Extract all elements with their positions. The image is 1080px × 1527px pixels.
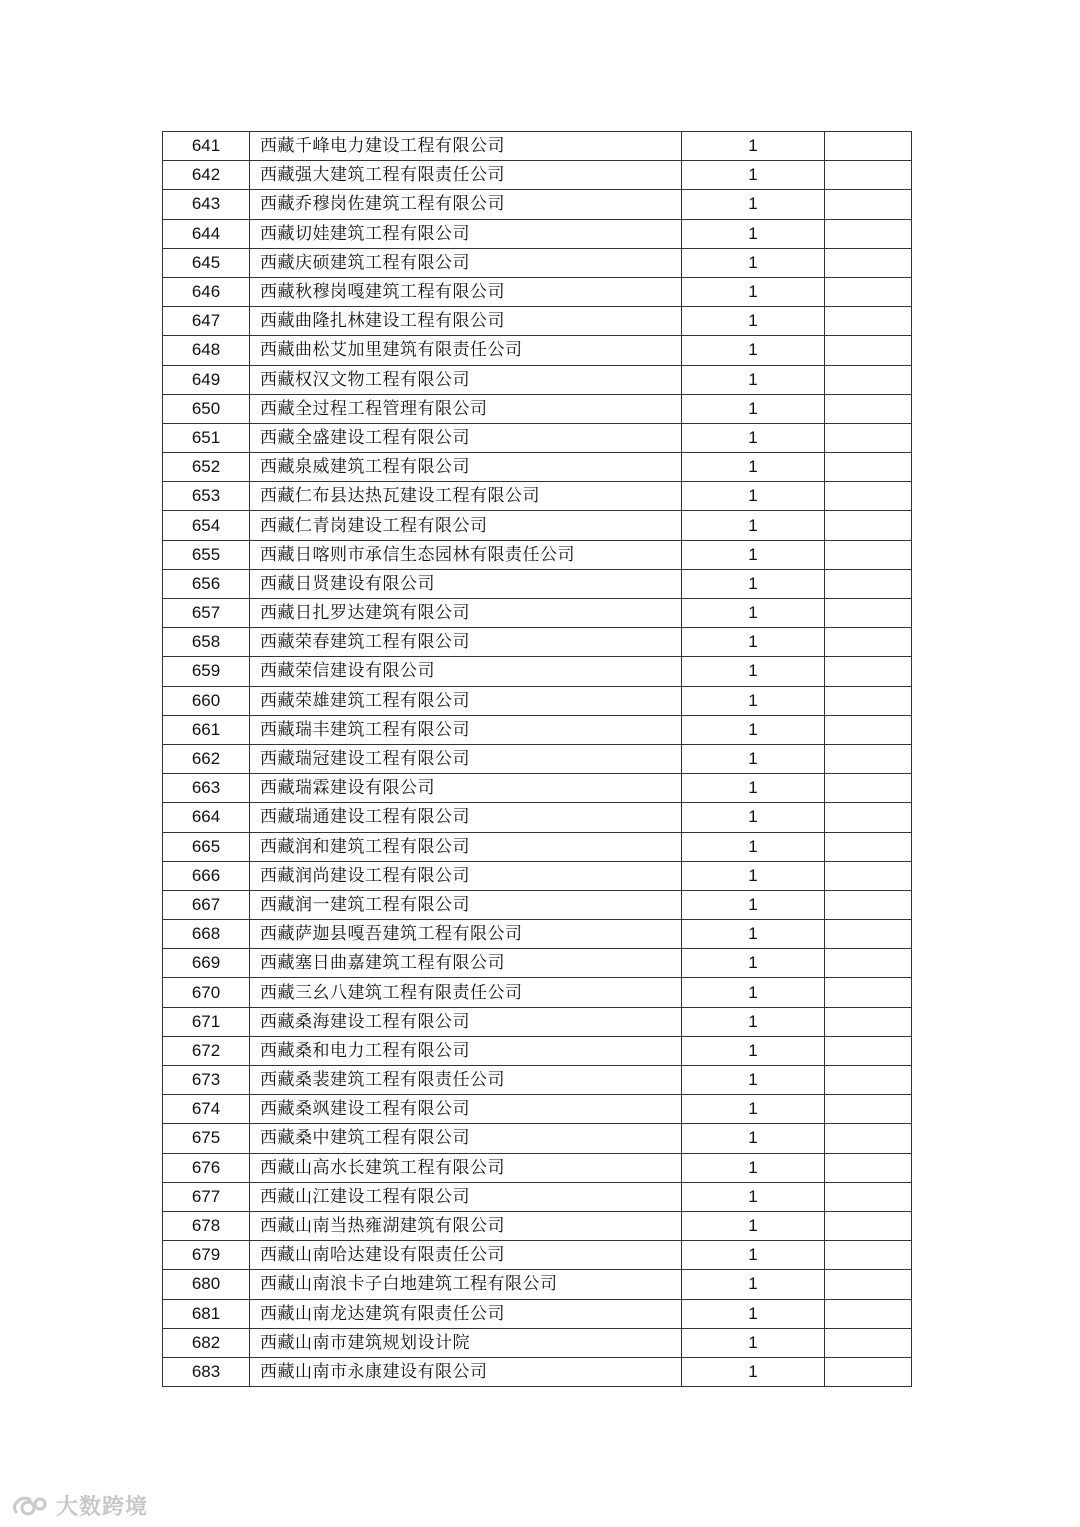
- row-number-cell: 646: [163, 277, 250, 306]
- note-cell: [825, 1328, 912, 1357]
- count-cell: 1: [682, 599, 825, 628]
- count-cell: 1: [682, 569, 825, 598]
- row-number-cell: 643: [163, 190, 250, 219]
- table-row: [163, 1241, 912, 1270]
- count-cell: 1: [682, 453, 825, 482]
- note-cell: [825, 1066, 912, 1095]
- table-row: [163, 1153, 912, 1182]
- count-cell: 1: [682, 132, 825, 161]
- count-cell: 1: [682, 1241, 825, 1270]
- company-name-cell: 西藏泉威建筑工程有限公司: [250, 453, 682, 482]
- row-number-cell: 642: [163, 161, 250, 190]
- count-cell: 1: [682, 1270, 825, 1299]
- company-name-cell: 西藏日扎罗达建筑有限公司: [250, 599, 682, 628]
- company-name-cell: 西藏桑中建筑工程有限公司: [250, 1124, 682, 1153]
- count-cell: 1: [682, 423, 825, 452]
- row-number-cell: 649: [163, 365, 250, 394]
- count-cell: 1: [682, 190, 825, 219]
- count-cell: 1: [682, 1211, 825, 1240]
- company-name-cell: 西藏三幺八建筑工程有限责任公司: [250, 978, 682, 1007]
- table-row: [163, 132, 912, 161]
- company-name-cell: 西藏荣信建设有限公司: [250, 657, 682, 686]
- row-number-cell: 678: [163, 1211, 250, 1240]
- table-row: [163, 1007, 912, 1036]
- count-cell: 1: [682, 686, 825, 715]
- row-number-cell: 654: [163, 511, 250, 540]
- company-name-cell: 西藏山南龙达建筑有限责任公司: [250, 1299, 682, 1328]
- table-row: [163, 365, 912, 394]
- row-number-cell: 641: [163, 132, 250, 161]
- note-cell: [825, 190, 912, 219]
- row-number-cell: 675: [163, 1124, 250, 1153]
- table-row: [163, 832, 912, 861]
- count-cell: 1: [682, 1124, 825, 1153]
- row-number-cell: 669: [163, 949, 250, 978]
- table-row: [163, 1066, 912, 1095]
- count-cell: 1: [682, 949, 825, 978]
- table-row: [163, 307, 912, 336]
- note-cell: [825, 744, 912, 773]
- count-cell: 1: [682, 628, 825, 657]
- note-cell: [825, 1211, 912, 1240]
- count-cell: 1: [682, 1328, 825, 1357]
- company-name-cell: 西藏瑞霖建设有限公司: [250, 774, 682, 803]
- row-number-cell: 679: [163, 1241, 250, 1270]
- count-cell: 1: [682, 744, 825, 773]
- note-cell: [825, 628, 912, 657]
- count-cell: 1: [682, 540, 825, 569]
- row-number-cell: 660: [163, 686, 250, 715]
- table-row: [163, 248, 912, 277]
- row-number-cell: 682: [163, 1328, 250, 1357]
- table-row: [163, 774, 912, 803]
- watermark-text: 大数跨境: [56, 1495, 149, 1520]
- note-cell: [825, 1270, 912, 1299]
- company-name-cell: 西藏萨迦县嘎吾建筑工程有限公司: [250, 920, 682, 949]
- row-number-cell: 658: [163, 628, 250, 657]
- count-cell: 1: [682, 1357, 825, 1386]
- table-row: [163, 277, 912, 306]
- row-number-cell: 674: [163, 1095, 250, 1124]
- note-cell: [825, 511, 912, 540]
- company-name-cell: 西藏山江建设工程有限公司: [250, 1182, 682, 1211]
- note-cell: [825, 978, 912, 1007]
- row-number-cell: 664: [163, 803, 250, 832]
- note-cell: [825, 132, 912, 161]
- table-row: [163, 161, 912, 190]
- row-number-cell: 672: [163, 1036, 250, 1065]
- company-name-cell: 西藏仁布县达热瓦建设工程有限公司: [250, 482, 682, 511]
- table-body: [163, 132, 912, 1387]
- table-row: [163, 599, 912, 628]
- count-cell: 1: [682, 1007, 825, 1036]
- company-name-cell: 西藏全过程工程管理有限公司: [250, 394, 682, 423]
- table-row: [163, 1095, 912, 1124]
- note-cell: [825, 599, 912, 628]
- company-name-cell: 西藏庆硕建筑工程有限公司: [250, 248, 682, 277]
- table-row: [163, 482, 912, 511]
- note-cell: [825, 1182, 912, 1211]
- note-cell: [825, 1095, 912, 1124]
- table-row: [163, 1270, 912, 1299]
- row-number-cell: 666: [163, 861, 250, 890]
- table-row: [163, 540, 912, 569]
- company-name-cell: 西藏秋穆岗嘎建筑工程有限公司: [250, 277, 682, 306]
- company-name-cell: 西藏塞日曲嘉建筑工程有限公司: [250, 949, 682, 978]
- company-name-cell: 西藏曲松艾加里建筑有限责任公司: [250, 336, 682, 365]
- company-name-cell: 西藏山南浪卡子白地建筑工程有限公司: [250, 1270, 682, 1299]
- company-name-cell: 西藏强大建筑工程有限责任公司: [250, 161, 682, 190]
- company-name-cell: 西藏山南市永康建设有限公司: [250, 1357, 682, 1386]
- table-row: [163, 1211, 912, 1240]
- row-number-cell: 673: [163, 1066, 250, 1095]
- table-row: [163, 1357, 912, 1386]
- table-row: [163, 1036, 912, 1065]
- note-cell: [825, 219, 912, 248]
- company-name-cell: 西藏山南市建筑规划设计院: [250, 1328, 682, 1357]
- count-cell: 1: [682, 511, 825, 540]
- row-number-cell: 661: [163, 715, 250, 744]
- note-cell: [825, 890, 912, 919]
- count-cell: 1: [682, 1066, 825, 1095]
- row-number-cell: 667: [163, 890, 250, 919]
- company-name-cell: 西藏润和建筑工程有限公司: [250, 832, 682, 861]
- note-cell: [825, 1299, 912, 1328]
- row-number-cell: 657: [163, 599, 250, 628]
- note-cell: [825, 540, 912, 569]
- count-cell: 1: [682, 774, 825, 803]
- note-cell: [825, 1153, 912, 1182]
- note-cell: [825, 920, 912, 949]
- company-name-cell: 西藏山南当热雍湖建筑有限公司: [250, 1211, 682, 1240]
- row-number-cell: 683: [163, 1357, 250, 1386]
- row-number-cell: 671: [163, 1007, 250, 1036]
- table-row: [163, 686, 912, 715]
- company-name-cell: 西藏润一建筑工程有限公司: [250, 890, 682, 919]
- note-cell: [825, 715, 912, 744]
- company-name-cell: 西藏全盛建设工程有限公司: [250, 423, 682, 452]
- row-number-cell: 655: [163, 540, 250, 569]
- note-cell: [825, 394, 912, 423]
- table-row: [163, 1124, 912, 1153]
- note-cell: [825, 803, 912, 832]
- count-cell: 1: [682, 1299, 825, 1328]
- table-row: [163, 423, 912, 452]
- row-number-cell: 644: [163, 219, 250, 248]
- table-row: [163, 1299, 912, 1328]
- row-number-cell: 662: [163, 744, 250, 773]
- company-name-cell: 西藏山高水长建筑工程有限公司: [250, 1153, 682, 1182]
- note-cell: [825, 1007, 912, 1036]
- count-cell: 1: [682, 307, 825, 336]
- table-row: [163, 1182, 912, 1211]
- table-row: [163, 657, 912, 686]
- note-cell: [825, 686, 912, 715]
- count-cell: 1: [682, 1036, 825, 1065]
- row-number-cell: 668: [163, 920, 250, 949]
- company-name-cell: 西藏荣雄建筑工程有限公司: [250, 686, 682, 715]
- company-name-cell: 西藏桑海建设工程有限公司: [250, 1007, 682, 1036]
- row-number-cell: 676: [163, 1153, 250, 1182]
- note-cell: [825, 861, 912, 890]
- note-cell: [825, 1357, 912, 1386]
- row-number-cell: 665: [163, 832, 250, 861]
- weibo-style-logo-icon: [10, 1492, 50, 1520]
- table-row: [163, 803, 912, 832]
- count-cell: 1: [682, 365, 825, 394]
- company-name-cell: 西藏日喀则市承信生态园林有限责任公司: [250, 540, 682, 569]
- count-cell: 1: [682, 657, 825, 686]
- count-cell: 1: [682, 336, 825, 365]
- note-cell: [825, 365, 912, 394]
- company-name-cell: 西藏荣春建筑工程有限公司: [250, 628, 682, 657]
- note-cell: [825, 248, 912, 277]
- row-number-cell: 650: [163, 394, 250, 423]
- row-number-cell: 652: [163, 453, 250, 482]
- count-cell: 1: [682, 1153, 825, 1182]
- note-cell: [825, 1124, 912, 1153]
- note-cell: [825, 1241, 912, 1270]
- count-cell: 1: [682, 1182, 825, 1211]
- company-name-cell: 西藏瑞冠建设工程有限公司: [250, 744, 682, 773]
- table-row: [163, 336, 912, 365]
- table-row: [163, 511, 912, 540]
- table-row: [163, 949, 912, 978]
- company-name-cell: 西藏瑞丰建筑工程有限公司: [250, 715, 682, 744]
- row-number-cell: 670: [163, 978, 250, 1007]
- row-number-cell: 659: [163, 657, 250, 686]
- count-cell: 1: [682, 277, 825, 306]
- company-name-cell: 西藏桑飒建设工程有限公司: [250, 1095, 682, 1124]
- table-row: [163, 453, 912, 482]
- note-cell: [825, 277, 912, 306]
- count-cell: 1: [682, 978, 825, 1007]
- note-cell: [825, 482, 912, 511]
- count-cell: 1: [682, 890, 825, 919]
- table-row: [163, 190, 912, 219]
- company-name-cell: 西藏山南哈达建设有限责任公司: [250, 1241, 682, 1270]
- note-cell: [825, 774, 912, 803]
- note-cell: [825, 657, 912, 686]
- note-cell: [825, 453, 912, 482]
- company-name-cell: 西藏乔穆岗佐建筑工程有限公司: [250, 190, 682, 219]
- table-row: [163, 628, 912, 657]
- company-name-cell: 西藏日贤建设有限公司: [250, 569, 682, 598]
- table-row: [163, 890, 912, 919]
- company-name-cell: 西藏曲隆扎林建设工程有限公司: [250, 307, 682, 336]
- note-cell: [825, 949, 912, 978]
- count-cell: 1: [682, 248, 825, 277]
- company-list-table: [162, 131, 912, 1387]
- note-cell: [825, 307, 912, 336]
- table-row: [163, 1328, 912, 1357]
- row-number-cell: 656: [163, 569, 250, 598]
- company-name-cell: 西藏桑裴建筑工程有限责任公司: [250, 1066, 682, 1095]
- table-row: [163, 920, 912, 949]
- count-cell: 1: [682, 394, 825, 423]
- company-name-cell: 西藏权汉文物工程有限公司: [250, 365, 682, 394]
- row-number-cell: 677: [163, 1182, 250, 1211]
- note-cell: [825, 161, 912, 190]
- count-cell: 1: [682, 832, 825, 861]
- row-number-cell: 648: [163, 336, 250, 365]
- count-cell: 1: [682, 803, 825, 832]
- company-name-cell: 西藏桑和电力工程有限公司: [250, 1036, 682, 1065]
- note-cell: [825, 569, 912, 598]
- row-number-cell: 647: [163, 307, 250, 336]
- count-cell: 1: [682, 161, 825, 190]
- table-row: [163, 861, 912, 890]
- table-row: [163, 978, 912, 1007]
- count-cell: 1: [682, 920, 825, 949]
- row-number-cell: 663: [163, 774, 250, 803]
- watermark: [10, 1490, 148, 1521]
- table-row: [163, 715, 912, 744]
- count-cell: 1: [682, 482, 825, 511]
- row-number-cell: 653: [163, 482, 250, 511]
- table-row: [163, 394, 912, 423]
- note-cell: [825, 423, 912, 452]
- company-name-cell: 西藏润尚建设工程有限公司: [250, 861, 682, 890]
- row-number-cell: 645: [163, 248, 250, 277]
- company-name-cell: 西藏瑞通建设工程有限公司: [250, 803, 682, 832]
- table-row: [163, 569, 912, 598]
- company-name-cell: 西藏切娃建筑工程有限公司: [250, 219, 682, 248]
- table-row: [163, 219, 912, 248]
- row-number-cell: 681: [163, 1299, 250, 1328]
- count-cell: 1: [682, 715, 825, 744]
- row-number-cell: 680: [163, 1270, 250, 1299]
- note-cell: [825, 832, 912, 861]
- note-cell: [825, 1036, 912, 1065]
- count-cell: 1: [682, 219, 825, 248]
- row-number-cell: 651: [163, 423, 250, 452]
- note-cell: [825, 336, 912, 365]
- count-cell: 1: [682, 861, 825, 890]
- company-name-cell: 西藏千峰电力建设工程有限公司: [250, 132, 682, 161]
- table-row: [163, 744, 912, 773]
- count-cell: 1: [682, 1095, 825, 1124]
- company-name-cell: 西藏仁青岗建设工程有限公司: [250, 511, 682, 540]
